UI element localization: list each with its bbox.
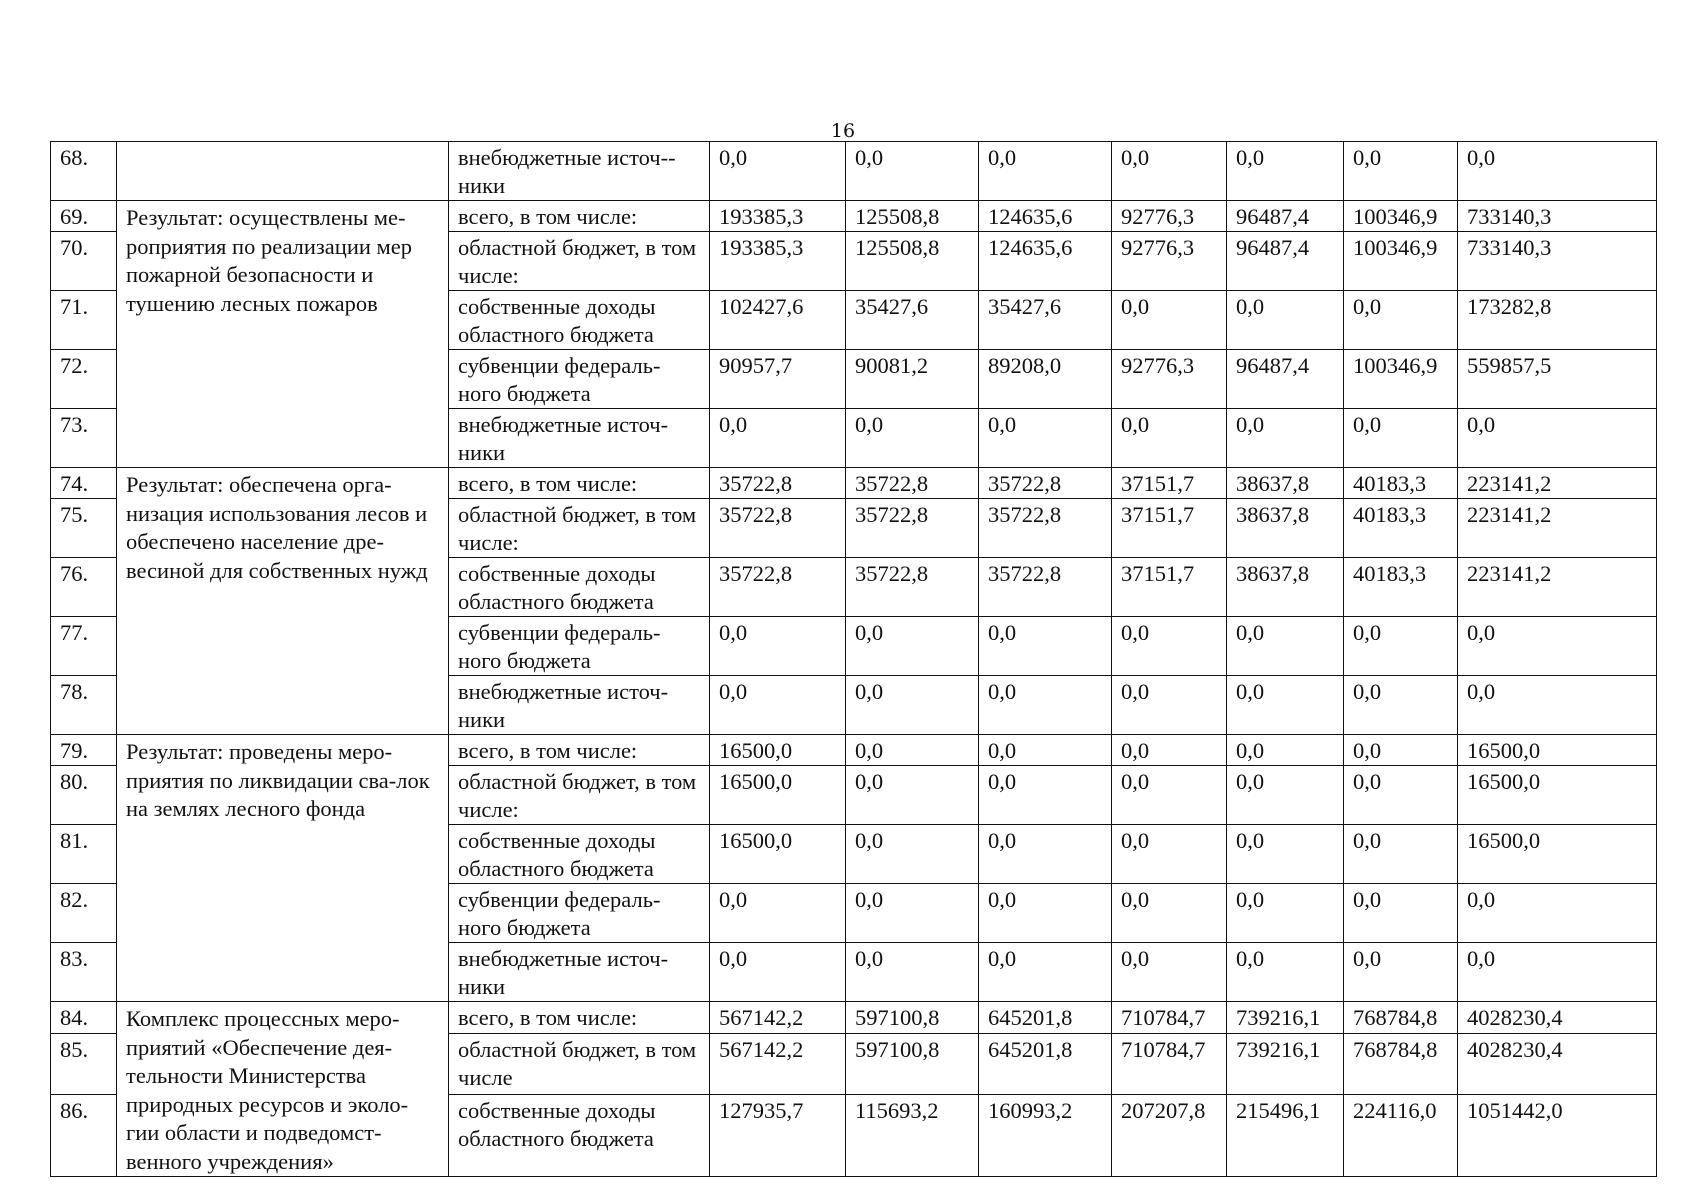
amount-cell: 0,0 bbox=[1458, 943, 1657, 1002]
amount-cell: 0,0 bbox=[1227, 766, 1344, 825]
amount-cell: 0,0 bbox=[710, 142, 846, 201]
result-description bbox=[117, 142, 449, 201]
result-description: Комплекс процессных меро-приятий «Обеспечение дея-тельности Министерства природных ресурсов и эколо-гии области и подведомст-венного учреждения» bbox=[117, 1002, 449, 1177]
amount-cell: 0,0 bbox=[710, 409, 846, 468]
amount-cell: 127935,7 bbox=[710, 1095, 846, 1177]
amount-cell: 1051442,0 bbox=[1458, 1095, 1657, 1177]
amount-cell: 0,0 bbox=[1344, 291, 1458, 350]
amount-cell: 16500,0 bbox=[1458, 766, 1657, 825]
amount-cell: 0,0 bbox=[1227, 943, 1344, 1002]
budget-table bbox=[50, 141, 1657, 1177]
row-number: 84. bbox=[51, 1002, 117, 1034]
amount-cell: 0,0 bbox=[1112, 766, 1227, 825]
amount-cell: 35427,6 bbox=[979, 291, 1112, 350]
amount-cell: 96487,4 bbox=[1227, 350, 1344, 409]
result-description: Результат: осуществлены ме-роприятия по реализации мер пожарной безопасности и тушению лесных пожаров bbox=[117, 201, 449, 468]
table-row bbox=[51, 468, 1657, 499]
amount-cell: 0,0 bbox=[1458, 617, 1657, 676]
amount-cell: 0,0 bbox=[1112, 142, 1227, 201]
amount-cell: 16500,0 bbox=[710, 766, 846, 825]
row-number: 70. bbox=[51, 232, 117, 291]
amount-cell: 90957,7 bbox=[710, 350, 846, 409]
amount-cell: 40183,3 bbox=[1344, 468, 1458, 499]
amount-cell: 102427,6 bbox=[710, 291, 846, 350]
amount-cell: 223141,2 bbox=[1458, 468, 1657, 499]
funding-source: субвенции федераль-ного бюджета bbox=[449, 617, 710, 676]
funding-source: собственные доходы областного бюджета bbox=[449, 291, 710, 350]
amount-cell: 0,0 bbox=[846, 943, 979, 1002]
amount-cell: 739216,1 bbox=[1227, 1034, 1344, 1095]
result-description: Результат: обеспечена орга-низация использования лесов и обеспечено население дре-весиной для собственных нужд bbox=[117, 468, 449, 735]
amount-cell: 567142,2 bbox=[710, 1034, 846, 1095]
funding-source: собственные доходы областного бюджета bbox=[449, 825, 710, 884]
amount-cell: 224116,0 bbox=[1344, 1095, 1458, 1177]
table-row bbox=[51, 1002, 1657, 1034]
amount-cell: 100346,9 bbox=[1344, 350, 1458, 409]
funding-source: субвенции федераль-ного бюджета bbox=[449, 350, 710, 409]
amount-cell: 0,0 bbox=[1344, 409, 1458, 468]
amount-cell: 645201,8 bbox=[979, 1034, 1112, 1095]
amount-cell: 0,0 bbox=[979, 676, 1112, 735]
amount-cell: 35722,8 bbox=[979, 558, 1112, 617]
amount-cell: 0,0 bbox=[979, 884, 1112, 943]
amount-cell: 96487,4 bbox=[1227, 201, 1344, 232]
amount-cell: 0,0 bbox=[1458, 884, 1657, 943]
funding-source: внебюджетные источ-ники bbox=[449, 409, 710, 468]
row-number: 71. bbox=[51, 291, 117, 350]
amount-cell: 16500,0 bbox=[710, 825, 846, 884]
amount-cell: 37151,7 bbox=[1112, 499, 1227, 558]
amount-cell: 739216,1 bbox=[1227, 1002, 1344, 1034]
row-number: 83. bbox=[51, 943, 117, 1002]
amount-cell: 40183,3 bbox=[1344, 558, 1458, 617]
row-number: 86. bbox=[51, 1095, 117, 1177]
funding-source: областной бюджет, в том числе: bbox=[449, 766, 710, 825]
table-row bbox=[51, 142, 1657, 201]
amount-cell: 0,0 bbox=[1458, 676, 1657, 735]
table-body bbox=[51, 142, 1657, 1177]
amount-cell: 710784,7 bbox=[1112, 1034, 1227, 1095]
amount-cell: 0,0 bbox=[1112, 943, 1227, 1002]
amount-cell: 0,0 bbox=[710, 676, 846, 735]
row-number: 81. bbox=[51, 825, 117, 884]
amount-cell: 0,0 bbox=[1112, 617, 1227, 676]
amount-cell: 35722,8 bbox=[979, 499, 1112, 558]
amount-cell: 193385,3 bbox=[710, 232, 846, 291]
table-row bbox=[51, 201, 1657, 232]
amount-cell: 35722,8 bbox=[846, 499, 979, 558]
amount-cell: 0,0 bbox=[1344, 825, 1458, 884]
amount-cell: 89208,0 bbox=[979, 350, 1112, 409]
row-number: 78. bbox=[51, 676, 117, 735]
amount-cell: 16500,0 bbox=[710, 735, 846, 766]
amount-cell: 0,0 bbox=[979, 825, 1112, 884]
funding-source: всего, в том числе: bbox=[449, 468, 710, 499]
amount-cell: 0,0 bbox=[1344, 617, 1458, 676]
amount-cell: 90081,2 bbox=[846, 350, 979, 409]
amount-cell: 125508,8 bbox=[846, 232, 979, 291]
row-number: 69. bbox=[51, 201, 117, 232]
amount-cell: 0,0 bbox=[1227, 142, 1344, 201]
amount-cell: 0,0 bbox=[1344, 884, 1458, 943]
row-number: 82. bbox=[51, 884, 117, 943]
amount-cell: 0,0 bbox=[710, 943, 846, 1002]
amount-cell: 0,0 bbox=[979, 617, 1112, 676]
amount-cell: 215496,1 bbox=[1227, 1095, 1344, 1177]
funding-source: субвенции федераль-ного бюджета bbox=[449, 884, 710, 943]
amount-cell: 0,0 bbox=[1344, 943, 1458, 1002]
amount-cell: 4028230,4 bbox=[1458, 1034, 1657, 1095]
amount-cell: 38637,8 bbox=[1227, 468, 1344, 499]
amount-cell: 0,0 bbox=[979, 409, 1112, 468]
amount-cell: 559857,5 bbox=[1458, 350, 1657, 409]
amount-cell: 0,0 bbox=[846, 617, 979, 676]
row-number: 77. bbox=[51, 617, 117, 676]
amount-cell: 40183,3 bbox=[1344, 499, 1458, 558]
funding-source: собственные доходы областного бюджета bbox=[449, 1095, 710, 1177]
amount-cell: 4028230,4 bbox=[1458, 1002, 1657, 1034]
amount-cell: 16500,0 bbox=[1458, 735, 1657, 766]
amount-cell: 0,0 bbox=[1227, 884, 1344, 943]
amount-cell: 0,0 bbox=[846, 142, 979, 201]
amount-cell: 35722,8 bbox=[979, 468, 1112, 499]
amount-cell: 38637,8 bbox=[1227, 558, 1344, 617]
row-number: 85. bbox=[51, 1034, 117, 1095]
amount-cell: 193385,3 bbox=[710, 201, 846, 232]
amount-cell: 92776,3 bbox=[1112, 350, 1227, 409]
row-number: 76. bbox=[51, 558, 117, 617]
amount-cell: 0,0 bbox=[1344, 766, 1458, 825]
amount-cell: 0,0 bbox=[846, 884, 979, 943]
amount-cell: 768784,8 bbox=[1344, 1002, 1458, 1034]
amount-cell: 173282,8 bbox=[1458, 291, 1657, 350]
amount-cell: 0,0 bbox=[846, 409, 979, 468]
amount-cell: 96487,4 bbox=[1227, 232, 1344, 291]
amount-cell: 0,0 bbox=[979, 766, 1112, 825]
row-number: 68. bbox=[51, 142, 117, 201]
amount-cell: 0,0 bbox=[1112, 676, 1227, 735]
amount-cell: 0,0 bbox=[1227, 735, 1344, 766]
amount-cell: 0,0 bbox=[1227, 825, 1344, 884]
page-number: 16 bbox=[830, 120, 856, 142]
funding-source: внебюджетные источ-ники bbox=[449, 943, 710, 1002]
amount-cell: 125508,8 bbox=[846, 201, 979, 232]
amount-cell: 160993,2 bbox=[979, 1095, 1112, 1177]
amount-cell: 0,0 bbox=[979, 943, 1112, 1002]
row-number: 75. bbox=[51, 499, 117, 558]
amount-cell: 567142,2 bbox=[710, 1002, 846, 1034]
amount-cell: 0,0 bbox=[846, 766, 979, 825]
amount-cell: 710784,7 bbox=[1112, 1002, 1227, 1034]
funding-source: внебюджетные источ-ники bbox=[449, 676, 710, 735]
amount-cell: 645201,8 bbox=[979, 1002, 1112, 1034]
amount-cell: 115693,2 bbox=[846, 1095, 979, 1177]
amount-cell: 0,0 bbox=[710, 617, 846, 676]
amount-cell: 35722,8 bbox=[710, 468, 846, 499]
funding-source: всего, в том числе: bbox=[449, 201, 710, 232]
amount-cell: 0,0 bbox=[710, 884, 846, 943]
amount-cell: 0,0 bbox=[1112, 735, 1227, 766]
amount-cell: 768784,8 bbox=[1344, 1034, 1458, 1095]
amount-cell: 100346,9 bbox=[1344, 232, 1458, 291]
funding-source: внебюджетные источ-ники bbox=[449, 142, 710, 201]
amount-cell: 0,0 bbox=[1112, 884, 1227, 943]
amount-cell: 0,0 bbox=[846, 676, 979, 735]
amount-cell: 0,0 bbox=[1344, 142, 1458, 201]
amount-cell: 35722,8 bbox=[846, 558, 979, 617]
amount-cell: 35427,6 bbox=[846, 291, 979, 350]
amount-cell: 733140,3 bbox=[1458, 201, 1657, 232]
funding-source: всего, в том числе: bbox=[449, 735, 710, 766]
funding-source: областной бюджет, в том числе: bbox=[449, 499, 710, 558]
amount-cell: 38637,8 bbox=[1227, 499, 1344, 558]
funding-source: всего, в том числе: bbox=[449, 1002, 710, 1034]
amount-cell: 597100,8 bbox=[846, 1002, 979, 1034]
amount-cell: 37151,7 bbox=[1112, 558, 1227, 617]
amount-cell: 207207,8 bbox=[1112, 1095, 1227, 1177]
amount-cell: 0,0 bbox=[1112, 291, 1227, 350]
amount-cell: 0,0 bbox=[1112, 409, 1227, 468]
amount-cell: 0,0 bbox=[1344, 676, 1458, 735]
funding-source: собственные доходы областного бюджета bbox=[449, 558, 710, 617]
amount-cell: 0,0 bbox=[1458, 409, 1657, 468]
row-number: 74. bbox=[51, 468, 117, 499]
row-number: 72. bbox=[51, 350, 117, 409]
amount-cell: 92776,3 bbox=[1112, 201, 1227, 232]
amount-cell: 0,0 bbox=[1227, 617, 1344, 676]
amount-cell: 0,0 bbox=[846, 825, 979, 884]
result-description: Результат: проведены меро-приятия по ликвидации сва-лок на землях лесного фонда bbox=[117, 735, 449, 1002]
funding-source: областной бюджет, в том числе bbox=[449, 1034, 710, 1095]
table-row bbox=[51, 735, 1657, 766]
row-number: 73. bbox=[51, 409, 117, 468]
amount-cell: 16500,0 bbox=[1458, 825, 1657, 884]
amount-cell: 0,0 bbox=[1344, 735, 1458, 766]
row-number: 80. bbox=[51, 766, 117, 825]
amount-cell: 124635,6 bbox=[979, 201, 1112, 232]
amount-cell: 597100,8 bbox=[846, 1034, 979, 1095]
amount-cell: 0,0 bbox=[846, 735, 979, 766]
amount-cell: 0,0 bbox=[979, 735, 1112, 766]
amount-cell: 100346,9 bbox=[1344, 201, 1458, 232]
amount-cell: 92776,3 bbox=[1112, 232, 1227, 291]
amount-cell: 223141,2 bbox=[1458, 499, 1657, 558]
amount-cell: 0,0 bbox=[1227, 676, 1344, 735]
amount-cell: 223141,2 bbox=[1458, 558, 1657, 617]
funding-source: областной бюджет, в том числе: bbox=[449, 232, 710, 291]
amount-cell: 0,0 bbox=[1112, 825, 1227, 884]
amount-cell: 35722,8 bbox=[846, 468, 979, 499]
amount-cell: 0,0 bbox=[1458, 142, 1657, 201]
amount-cell: 124635,6 bbox=[979, 232, 1112, 291]
amount-cell: 35722,8 bbox=[710, 499, 846, 558]
amount-cell: 0,0 bbox=[1227, 291, 1344, 350]
row-number: 79. bbox=[51, 735, 117, 766]
amount-cell: 0,0 bbox=[979, 142, 1112, 201]
amount-cell: 37151,7 bbox=[1112, 468, 1227, 499]
amount-cell: 733140,3 bbox=[1458, 232, 1657, 291]
amount-cell: 35722,8 bbox=[710, 558, 846, 617]
amount-cell: 0,0 bbox=[1227, 409, 1344, 468]
